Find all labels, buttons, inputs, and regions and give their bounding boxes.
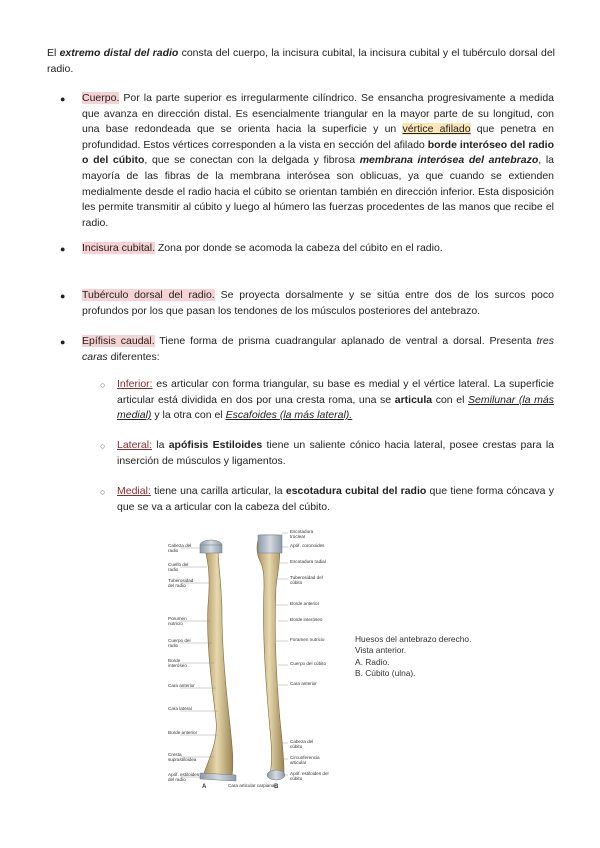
bullet-epifisis xyxy=(82,334,554,365)
intro-text: El xyxy=(47,47,60,59)
letter-a: A xyxy=(202,784,207,790)
bullet-text: que penetra en profundidad. Estos vértices corresponden a la vista en sección del afilado xyxy=(82,123,554,151)
caption-a: A. Radio. xyxy=(355,656,390,667)
sub-text: que tiene forma cóncava y que se va a articular con la cabeza del cúbito. xyxy=(117,485,555,513)
bullet-text: Zona por donde se acomoda la cabeza del cúbito en el radio. xyxy=(154,242,443,254)
sub-text: tiene un saliente cónico hacia lateral, posee crestas para la inserción de músculos y ligamentos. xyxy=(117,439,554,467)
sub-medial xyxy=(117,484,554,515)
label-radius-styloid: Apóf. estiloides del radio xyxy=(168,772,200,783)
bullet-label: Epífisis caudal. xyxy=(82,335,155,347)
label-ulna-styloid: Apóf. estiloides del cúbito xyxy=(290,771,329,782)
sub-label: Inferior: xyxy=(117,378,153,390)
bullet-label: Tubérculo dorsal del radio. xyxy=(82,289,215,301)
bullet-text: , la mayoría de las fibras de la membrana interósea son oblicuas, ya que cuando se extienden medialmente desde el radio hacia el cúbito se orientan también en dirección inferior. Esta disposición les permite transmitir al cúbito y luego al húmero las fuerzas procedentes de las manos que recibe el radio. xyxy=(82,154,554,229)
highlight-vertice: vértice afilado xyxy=(402,123,471,136)
bullet-dot: ● xyxy=(60,337,66,347)
bold-italic-term: membrana interósea del antebrazo xyxy=(359,154,539,167)
label-trochlear-notch: Escotadura troclear xyxy=(290,529,314,540)
label-radius-body: Cuerpo del radio xyxy=(168,638,191,649)
label-ulna-body: Cuerpo del cúbito xyxy=(290,661,327,666)
label-coronoid-process: Apóf. coronoides xyxy=(290,543,325,548)
sub-label: Medial: xyxy=(117,485,151,497)
italic-term: Semilunar (la más medial) xyxy=(117,393,554,422)
bullet-label: Incisura cubital. xyxy=(82,242,155,254)
sub-bullet-circle: ○ xyxy=(100,441,106,451)
bold-term: apófisis Estiloides xyxy=(168,439,263,451)
intro-paragraph xyxy=(47,46,555,77)
label-nutrient-foramen: Porumen nutricio xyxy=(168,616,187,627)
sub-text: la xyxy=(152,439,169,451)
label-anterior-face: Cara anterior xyxy=(168,683,195,688)
figure-caption xyxy=(355,634,471,680)
bullet-text: Tiene forma de prisma cuadrangular aplanado de ventral a dorsal. Presenta xyxy=(154,335,537,347)
intro-text-cont: consta del cuerpo, la incisura cubital, la incisura cubital y el tubérculo dorsal del radio. xyxy=(47,47,555,75)
label-radius-head: Cabeza del radio xyxy=(168,543,192,554)
bullet-dot: ● xyxy=(60,291,66,301)
label-radial-notch: Escotadura radial xyxy=(290,559,326,564)
label-carpal-surface: Cara articular carpiana xyxy=(228,783,275,788)
label-articular-circumference: Circunferencia articular xyxy=(290,755,320,766)
bold-term: escotadura cubital del radio xyxy=(285,485,427,497)
label-interosseous-border: Borde interóseo xyxy=(168,658,187,669)
ulna-bone xyxy=(257,535,285,780)
italic-term: Escafoides (la más lateral). xyxy=(225,409,353,422)
intro-emphasis: extremo distal del radio xyxy=(59,47,179,59)
sub-bullet-circle: ○ xyxy=(100,380,106,390)
sub-text: y la otra con el xyxy=(151,409,226,422)
bullet-dot: ● xyxy=(60,94,66,104)
sub-text: es articular con forma triangular, su base es medial y el vértice lateral. La superficie articular está dividida en dos por una cresta roma, una se xyxy=(117,378,554,406)
sub-text: con el xyxy=(432,393,469,406)
bullet-dot: ● xyxy=(60,244,66,254)
bullet-text: Por la parte superior es irregularmente cilíndrico. Se ensancha progresivamente a medida que avanza en dirección distal. Es esencialmente triangular en la mayor parte de su longitud, con una base redondeada que se orienta hacia la superficie y un xyxy=(82,92,554,136)
label-ulna-head: Cabeza del cúbito xyxy=(290,739,314,750)
bullet-label: Cuerpo. xyxy=(82,92,120,104)
label-radius-tuberosity: Tuberosidad del radio xyxy=(168,578,194,589)
caption-b: B. Cúbito (ulna). xyxy=(355,668,416,679)
sub-lateral xyxy=(117,438,554,469)
label-anterior-border: Borde anterior xyxy=(168,730,198,735)
italic-term: tres caras xyxy=(82,335,554,363)
bullet-tuberculo xyxy=(82,288,554,319)
label-ulna-anterior-border: Borde anterior xyxy=(290,601,320,606)
label-suprastyloid-crest: Cresta suprastiloidea xyxy=(168,752,197,763)
letter-b: B xyxy=(274,784,279,790)
bullet-text: Se proyecta dorsalmente y se sitúa entre dos de los surcos poco profundos por los que pasan los tendones de los músculos posteriores del antebrazo. xyxy=(82,289,554,317)
bullet-text: , que se conectan con la delgada y fibrosa xyxy=(144,154,360,167)
caption-view: Vista anterior. xyxy=(355,645,407,656)
sub-label: Lateral: xyxy=(117,439,153,451)
sub-bullet-circle: ○ xyxy=(100,487,106,497)
bullet-text: diferentes: xyxy=(107,350,160,363)
bullet-incisura xyxy=(82,241,554,257)
label-radius-neck: Cuello del radio xyxy=(168,562,189,573)
sub-text: tiene una carilla articular, la xyxy=(150,485,286,497)
bullet-cuerpo xyxy=(82,91,554,231)
bold-term: articula xyxy=(394,393,433,406)
caption-title: Huesos del antebrazo derecho. xyxy=(355,634,472,644)
label-ulna-nutrient-foramen: Foramen nutricio xyxy=(290,637,325,642)
label-ulna-interosseous-border: Borde interóseo xyxy=(290,617,323,622)
label-lateral-face: Cara lateral xyxy=(168,706,192,711)
label-ulna-anterior-face: Cara anterior xyxy=(290,681,317,686)
sub-inferior xyxy=(117,377,554,424)
bold-term: borde interóseo del radio o del cúbito xyxy=(82,138,554,167)
label-ulna-tuberosity: Tuberosidad del cúbito xyxy=(290,575,323,586)
radius-bone xyxy=(200,540,236,781)
